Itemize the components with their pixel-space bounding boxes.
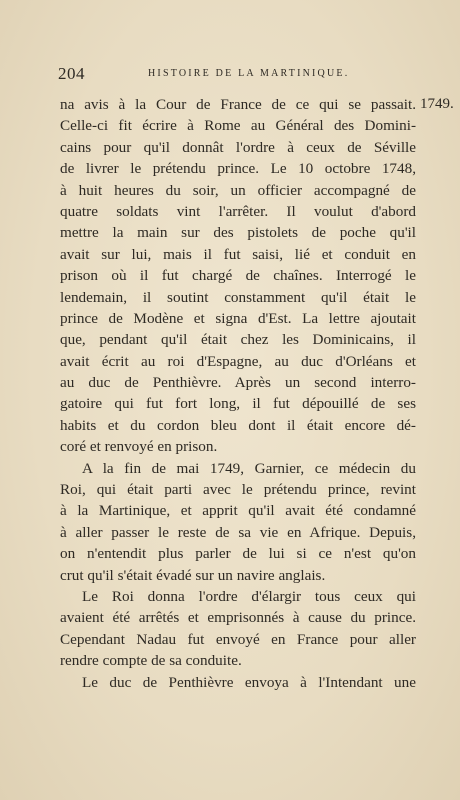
- running-title: HISTOIRE DE LA MARTINIQUE.: [148, 68, 350, 79]
- text-line: avait sur lui, mais il fut saisi, lié et conduit en: [60, 245, 416, 263]
- text-line: à huit heures du soir, un officier accompagné de: [60, 181, 416, 199]
- paragraph-3: [60, 586, 416, 672]
- text-line: mettre la main sur des pistolets de poche qu'il: [60, 224, 416, 242]
- text-line: rendre compte de sa conduite.: [60, 652, 242, 670]
- text-line: coré et renvoyé en prison.: [60, 438, 218, 456]
- text-line: lendemain, il soutint constamment qu'il était le: [60, 288, 416, 306]
- text-line: à aller passer le reste de sa vie en Afrique. Depuis,: [60, 523, 416, 541]
- text-line: gatoire qui fut fort long, il fut dépouillé de ses: [60, 395, 416, 413]
- page-number: 204: [58, 64, 85, 83]
- text-line: avait écrit au roi d'Espagne, au duc d'Orléans et: [60, 352, 416, 370]
- text-line: Cependant Nadau fut envoyé en France pour aller: [60, 630, 416, 648]
- paragraph-1: [60, 94, 416, 458]
- text-line: Le duc de Penthièvre envoya à l'Intendant une: [82, 673, 416, 691]
- text-line: quatre soldats vint l'arrêter. Il voulut d'abord: [60, 202, 416, 220]
- text-line: na avis à la Cour de France de ce qui se passait.: [60, 96, 416, 113]
- text-line: cains pour qu'il donnât l'ordre à ceux de Séville: [60, 138, 416, 156]
- text-line: de livrer le prétendu prince. Le 10 octobre 1748,: [60, 160, 416, 178]
- margin-year-note: 1749.: [420, 96, 454, 112]
- text-line: prince de Modène et signa d'Est. La lettre ajoutait: [60, 309, 416, 327]
- body-text: [60, 94, 416, 693]
- text-line: avaient été arrêtés et emprisonnés à cause du prince.: [60, 609, 416, 627]
- running-head: [58, 64, 418, 88]
- text-line: A la fin de mai 1749, Garnier, ce médecin du: [82, 459, 416, 477]
- text-line: Le Roi donna l'ordre d'élargir tous ceux qui: [82, 587, 416, 605]
- text-line: crut qu'il s'était évadé sur un navire anglais.: [60, 566, 326, 584]
- text-line: à la Martinique, et apprit qu'il avait été condamné: [60, 502, 416, 520]
- text-line: Roi, qui était parti avec le prétendu prince, revint: [60, 481, 416, 499]
- text-line: on n'entendit plus parler de lui si ce n'est qu'on: [60, 545, 416, 563]
- text-line: au duc de Penthièvre. Après un second interro-: [60, 374, 416, 392]
- text-line: prison où il fut chargé de chaînes. Interrogé le: [60, 267, 416, 285]
- paragraph-4: [60, 672, 416, 693]
- paragraph-2: [60, 458, 416, 586]
- text-line: que, pendant qu'il était chez les Dominicains, il: [60, 331, 416, 349]
- text-line: habits et du cordon bleu dont il était encore dé-: [60, 416, 416, 434]
- text-line: Celle-ci fit écrire à Rome au Général des Domini-: [60, 117, 416, 135]
